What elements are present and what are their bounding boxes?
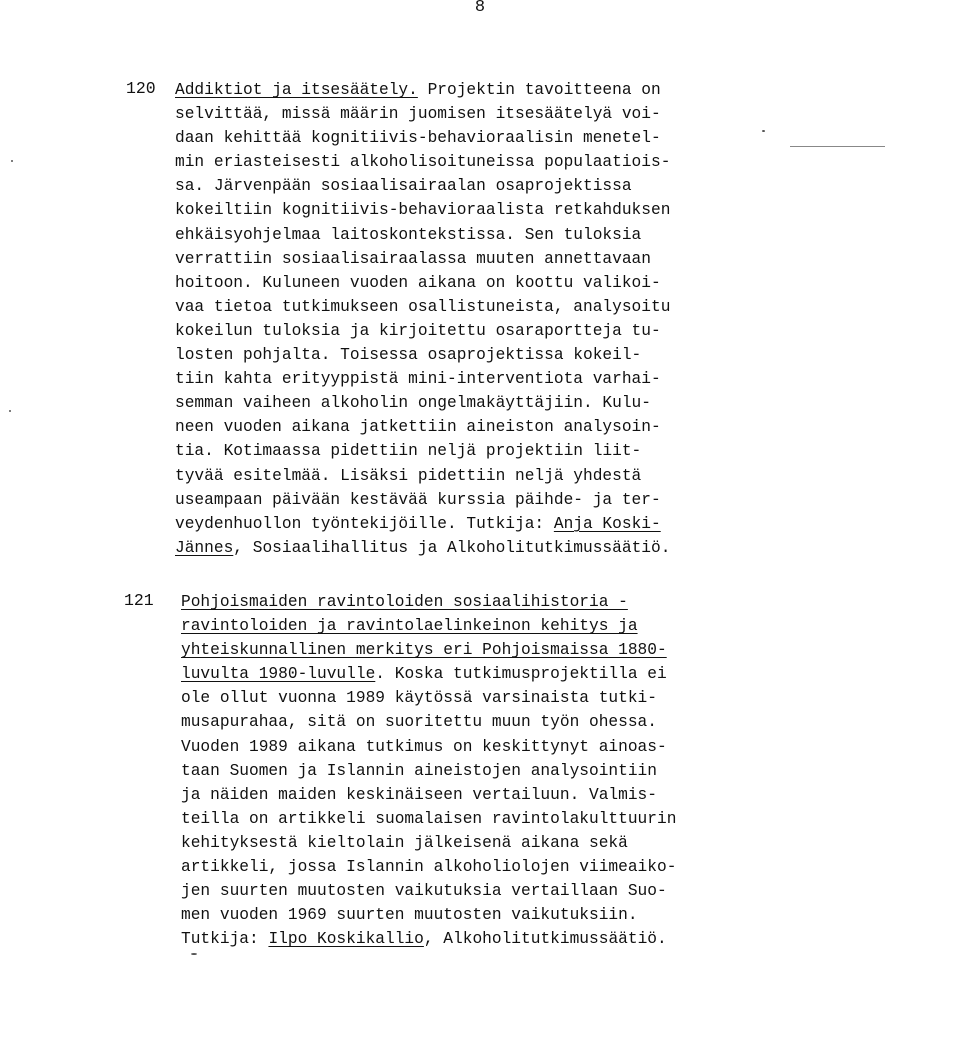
text-line: losten pohjalta. Toisessa osaprojektissa kokeil- xyxy=(175,346,642,365)
text-line: tyvää esitelmää. Lisäksi pidettiin neljä yhdestä xyxy=(175,466,642,485)
text-line: neen vuoden aikana jatkettiin aineiston analysoin- xyxy=(175,418,661,437)
text-line xyxy=(181,638,721,662)
entry-text xyxy=(181,590,721,951)
text-line: tia. Kotimaassa pidettiin neljä projektiin liit- xyxy=(175,442,642,461)
scan-artifact xyxy=(191,953,197,955)
text-line: Addiktiot ja itsesäätely. Projektin tavoitteena on xyxy=(175,81,661,99)
text-line: daan kehittää kognitiivis-behavioraalisin menetel- xyxy=(175,129,661,148)
text-line: musapurahaa, sitä on suoritettu muun työn ohessa. xyxy=(181,713,657,732)
text-line: min eriasteisesti alkoholisoituneissa populaatiois- xyxy=(175,153,671,172)
entry-number: 121 xyxy=(124,591,154,610)
text-line: ja näiden maiden keskinäiseen vertailuun. Valmis- xyxy=(181,785,657,804)
text-line: Vuoden 1989 aikana tutkimus on keskittynyt ainoas- xyxy=(181,737,667,756)
entry-title: Pohjoismaiden ravintoloiden sosiaalihistoria - xyxy=(181,593,628,611)
text-line: kehityksestä kieltolain jälkeisenä aikana sekä xyxy=(181,833,628,852)
text-line: artikkeli, jossa Islannin alkoholiolojen viimeaiko- xyxy=(181,858,677,877)
scan-artifact xyxy=(790,146,885,147)
text-line: Tutkija: Ilpo Koskikallio, Alkoholitutkimussäätiö. xyxy=(181,930,667,949)
text-line xyxy=(181,614,721,638)
text-line: jen suurten muutosten vaikutuksia vertaillaan Suo- xyxy=(181,882,667,901)
entry-number: 120 xyxy=(126,79,156,98)
text-line: ehkäisyohjelmaa laitoskontekstissa. Sen tuloksia xyxy=(175,225,642,244)
text-line: useampaan päivään kestävää kurssia päihde- ja ter- xyxy=(175,490,661,509)
page-number: 8 xyxy=(474,0,486,17)
text-line: men vuoden 1969 suurten muutosten vaikutuksiin. xyxy=(181,906,638,925)
text-line: kokeiltiin kognitiivis-behavioraalista retkahduksen xyxy=(175,201,671,220)
text-line xyxy=(181,590,721,614)
text-line: luvulta 1980-luvulle. Koska tutkimusprojektilla ei xyxy=(181,665,667,684)
text-line: kokeilun tuloksia ja kirjoitettu osaraportteja tu- xyxy=(175,321,661,340)
text-line: verrattiin sosiaalisairaalassa muuten annettavaan xyxy=(175,249,651,268)
text-line: semman vaiheen alkoholin ongelmakäyttäjiin. Kulu- xyxy=(175,394,651,413)
scan-artifact xyxy=(762,130,765,132)
text-line: tiin kahta erityyppistä mini-interventiota varhai- xyxy=(175,370,661,389)
text-line: veydenhuollon työntekijöille. Tutkija: Anja Koski- xyxy=(175,514,661,533)
text-line: selvittää, missä määrin juomisen itsesäätelyä voi- xyxy=(175,105,661,124)
text-line: ole ollut vuonna 1989 käytössä varsinaista tutki- xyxy=(181,689,657,708)
text-line: taan Suomen ja Islannin aineistojen analysointiin xyxy=(181,761,657,780)
entry-title: luvulta 1980-luvulle xyxy=(181,665,376,684)
text-line: Jännes, Sosiaalihallitus ja Alkoholitutkimussäätiö. xyxy=(175,538,671,557)
text-line: teilla on artikkeli suomalaisen ravintolakulttuurin xyxy=(181,809,677,828)
researcher-name: Ilpo Koskikallio xyxy=(268,930,424,949)
entry-title: ravintoloiden ja ravintolaelinkeinon kehitys ja xyxy=(181,617,638,636)
entry-title: Addiktiot ja itsesäätely. xyxy=(175,81,418,99)
scan-artifact xyxy=(9,410,11,412)
researcher-name: Jännes xyxy=(175,538,234,557)
entry-title: yhteiskunnallinen merkitys eri Pohjoismaissa 1880- xyxy=(181,641,667,660)
text-line: vaa tietoa tutkimukseen osallistuneista, analysoitu xyxy=(175,297,671,316)
scan-artifact xyxy=(11,160,13,162)
entry-text xyxy=(175,78,715,560)
researcher-name: Anja Koski- xyxy=(553,514,661,533)
text-line: sa. Järvenpään sosiaalisairaalan osaprojektissa xyxy=(175,177,632,196)
text-line: hoitoon. Kuluneen vuoden aikana on koottu valikoi- xyxy=(175,273,661,292)
